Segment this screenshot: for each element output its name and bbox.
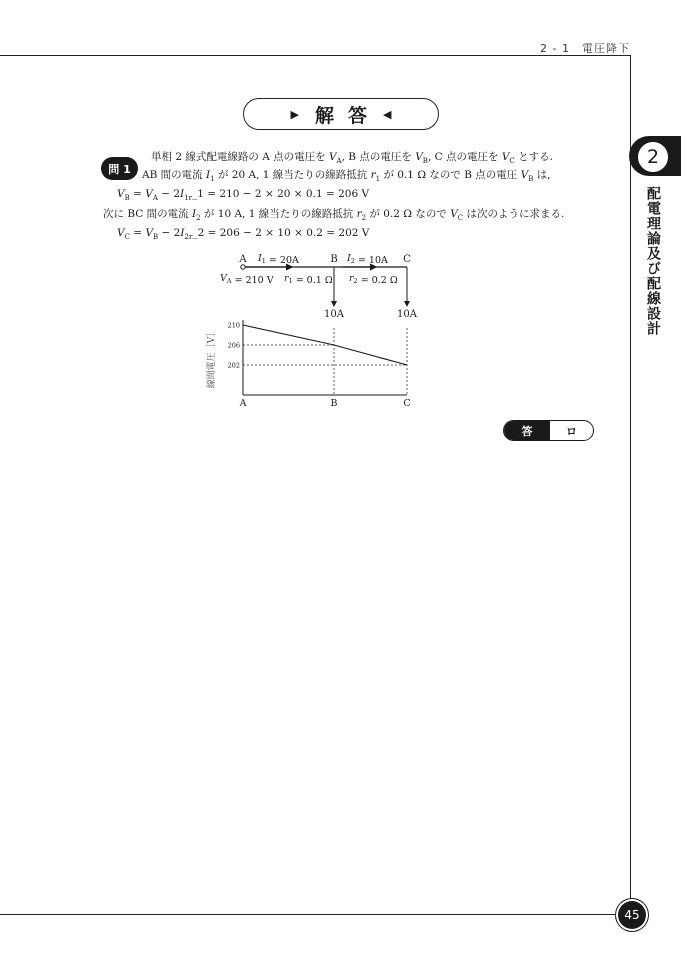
problem-badge: 問 1 [101,157,138,180]
answer-label: 答 [504,421,550,440]
current-i2-label: $I_2 = 10A$ [347,253,388,266]
chart-x-tick-a: A [239,398,247,409]
current-i1-label: $I_1 = 20A$ [258,253,299,266]
node-c-label: C [403,254,411,265]
answer-value: ロ [566,424,577,438]
chart-y-tick-202: 202 [227,361,240,370]
problem-line-3: $V_B = V_A$ − $2I_{1r}\_1 = 210 - 2 \times 20 \times 0.1 = 206$ V [117,188,370,203]
chart-y-tick-206: 206 [227,341,240,350]
right-margin-rule [630,55,631,915]
resistance-r1-label: $r_1 = 0.1$ Ω [284,273,333,286]
chart-y-tick-210: 210 [227,321,240,330]
load-c-label: 10A [397,309,417,320]
resistance-r2-label: $r_2 = 0.2$ Ω [349,273,398,286]
problem-line-5: $V_C = V_B$ − $2I_{2r}\_2 = 206 - 2 \times 10 \times 0.2 = 202$ V [117,227,370,242]
voltage-chart [228,320,411,409]
left-triangle-icon: ◀ [383,107,392,121]
load-b-label: 10A [324,309,344,320]
node-a-terminal [241,265,245,269]
chapter-number: 2 [637,141,669,173]
answer-banner [243,98,439,130]
chart-x-tick-b: B [330,398,338,409]
circuit-and-voltage-diagram [200,250,440,415]
chapter-title: 配電理論及び配線設計 [645,186,661,336]
chart-x-tick-c: C [403,398,411,409]
page-number: 45 [618,901,646,929]
problem-line-2: AB 間の電流 $I_1$ が 20 A, 1 線当たりの線路抵抗 $r_1$ が 0.1 Ω なので B 点の電圧 $V_B$ は, [142,169,551,184]
problem-line-4: 次に BC 間の電流 $I_2$ が 10 A, 1 線当たりの線路抵抗 $r_2$ が 0.2 Ω なので $V_C$ は次のように求まる. [103,208,565,223]
problem-line-1: 単相 2 線式配電線路の A 点の電圧を $V_A$, B 点の電圧を $V_B$, C 点の電圧を $V_C$ とする. [151,151,553,166]
chart-y-axis-label: 線間電圧［V］ [207,327,217,389]
section-header: 2 - 1 電圧降下 [540,42,630,55]
node-a-label: A [239,254,247,265]
answer-box [503,420,594,441]
footer-rule [0,914,620,915]
banner-title: 解答 [314,104,381,127]
header-rule [0,55,631,56]
node-b-label: B [330,254,338,265]
right-triangle-icon: ▶ [290,107,299,121]
source-voltage-label: $V_A = 210$ V [220,273,274,286]
